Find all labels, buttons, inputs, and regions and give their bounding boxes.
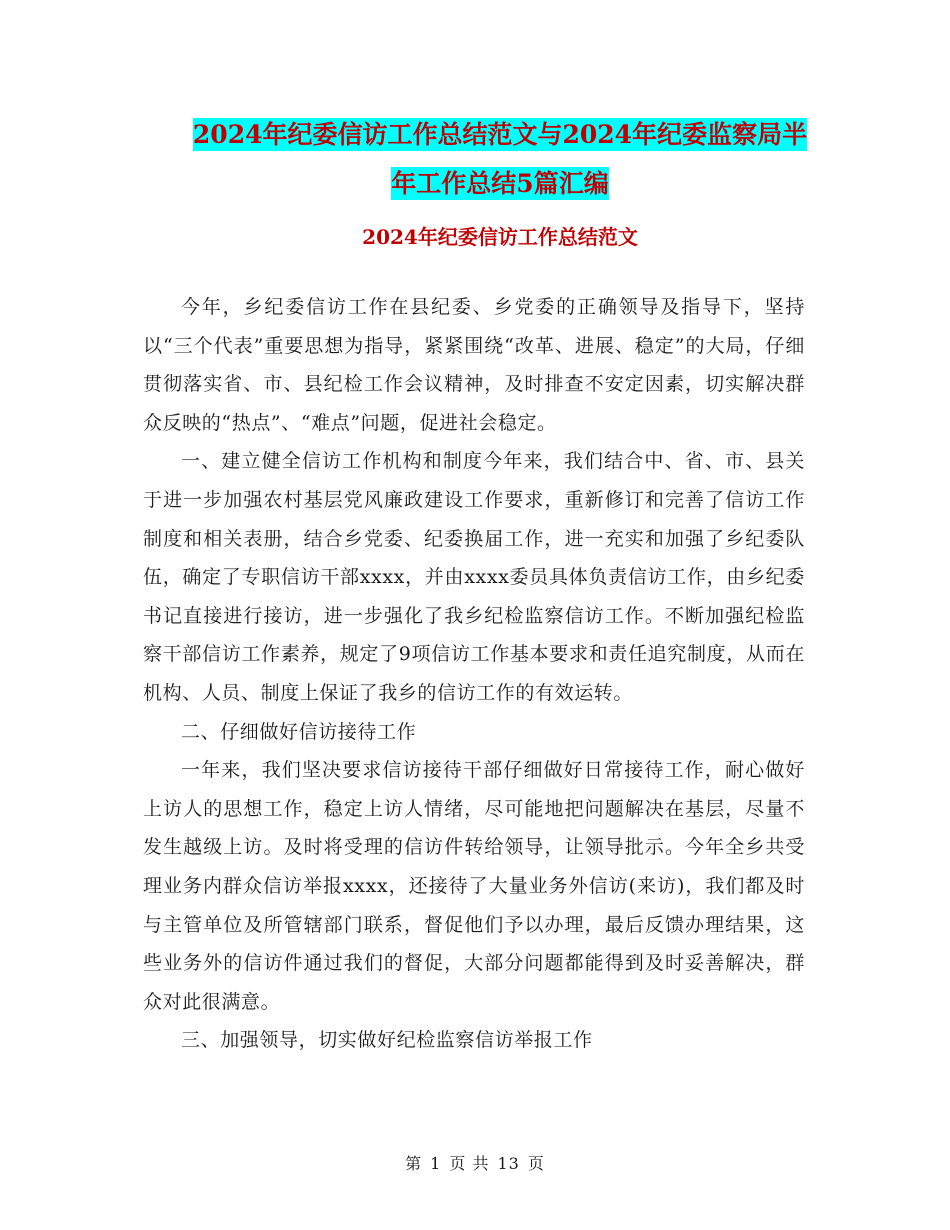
paragraph-section-1: 一、建立健全信访工作机构和制度今年来，我们结合中、省、市、县关于进一步加强农村基层党风廉政建设工作要求，重新修订和完善了信访工作制度和相关表册，结合乡党委、纪委换届工作，进一充实和加强了乡纪委队伍，确定了专职信访干部xxxx，并由xxxx委员具体负责信访工作，由乡纪委书记直接进行接访，进一步强化了我乡纪检监察信访工作。不断加强纪检监察干部信访工作素养，规定了9项信访工作基本要求和责任追究制度，从而在机构、人员、制度上保证了我乡的信访工作的有效运转。: [143, 450, 805, 704]
title-line-2: 年工作总结5篇汇编: [391, 169, 609, 198]
page-footer: [0, 1152, 950, 1176]
paragraph-heading-3: 三、加强领导，切实做好纪检监察信访举报工作: [181, 1029, 593, 1052]
paragraph-heading-2: 二、仔细做好信访接待工作: [181, 720, 417, 743]
footer-suffix: 页: [527, 1154, 545, 1173]
document-title: [140, 110, 860, 208]
paragraph-section-2: 一年来，我们坚决要求信访接待干部仔细做好日常接待工作，耐心做好上访人的思想工作，稳定上访人情绪，尽可能地把问题解决在基层，尽量不发生越级上访。及时将受理的信访件转给领导，让领导批示。今年全乡共受理业务内群众信访举报xxxx，还接待了大量业务外信访(来访)，我们都及时与主管单位及所管辖部门联系，督促他们予以办理，最后反馈办理结果，这些业务外的信访件通过我们的督促，大部分问题都能得到及时妥善解决，群众对此很满意。: [143, 759, 805, 1013]
footer-page-number: 1: [430, 1154, 442, 1173]
document-body: [143, 288, 805, 1060]
section-title: 2024年纪委信访工作总结范文: [362, 225, 638, 249]
paragraph-intro: 今年，乡纪委信访工作在县纪委、乡党委的正确领导及指导下，坚持以“三个代表”重要思想为指导，紧紧围绕“改革、进展、稳定”的大局，仔细贯彻落实省、市、县纪检工作会议精神，及时排查不安定因素，切实解决群众反映的“热点”、“难点”问题，促进社会稳定。: [143, 296, 805, 434]
footer-prefix: 第: [405, 1154, 423, 1173]
title-line-1: 2024年纪委信访工作总结范文与2024年纪委监察局半: [192, 120, 808, 149]
footer-middle: 页 共: [449, 1154, 490, 1173]
footer-total-pages: 13: [497, 1154, 520, 1173]
